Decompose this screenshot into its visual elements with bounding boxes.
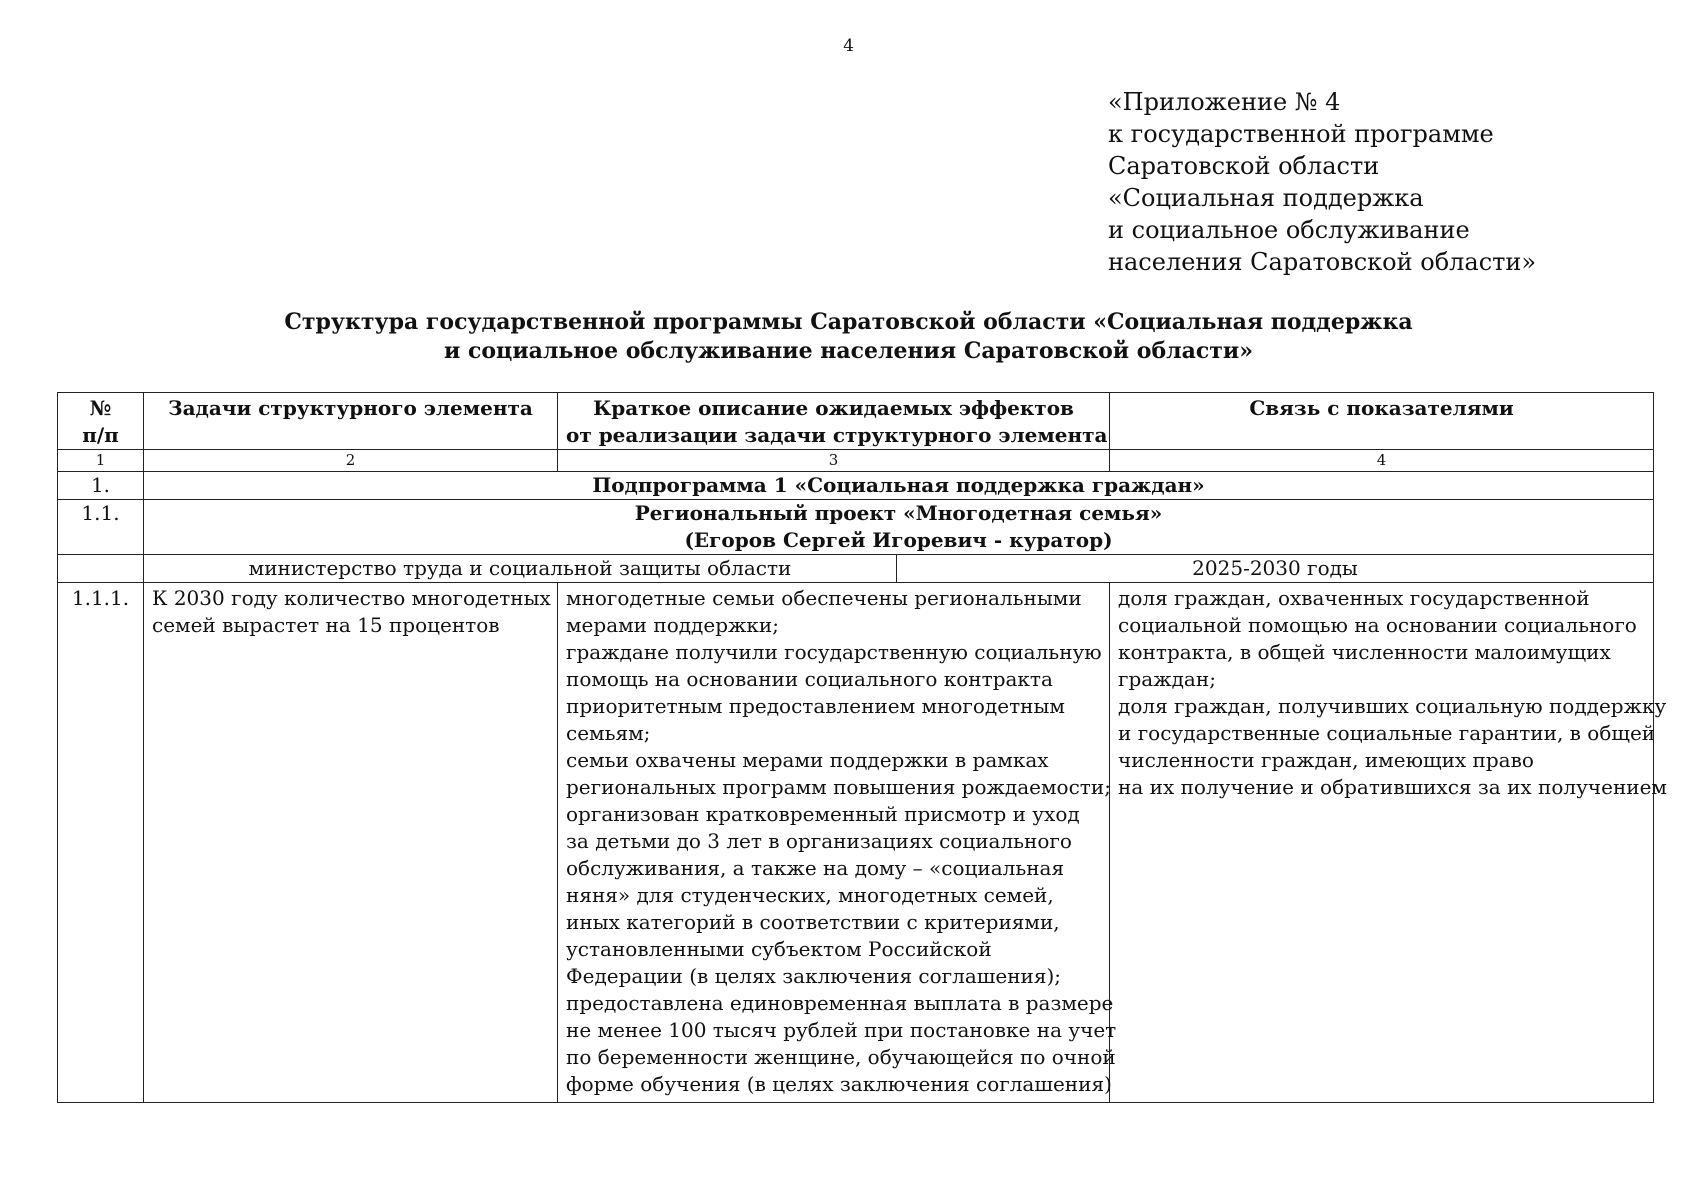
- project-row: [58, 500, 1654, 555]
- column-number: 1: [58, 450, 144, 472]
- appendix-note: [1108, 86, 1668, 278]
- appendix-line: «Социальная поддержка: [1108, 184, 1424, 212]
- appendix-line: «Приложение № 4: [1108, 88, 1341, 116]
- header-link: Связь с показателями: [1110, 393, 1654, 450]
- project-title: [144, 500, 1654, 555]
- effect-line: за детьми до 3 лет в организациях социального: [566, 829, 1072, 853]
- effect-line: приоритетным предоставлением многодетным: [566, 694, 1065, 718]
- effects-description: [558, 583, 1117, 1103]
- effect-line: семьи охвачены мерами поддержки в рамках: [566, 748, 1049, 772]
- effect-line: семьям;: [566, 721, 651, 745]
- implementation-period: 2025-2030 годы: [897, 555, 1654, 583]
- column-number-row: [58, 450, 1654, 472]
- responsible-num: [58, 555, 144, 583]
- header-tasks: Задачи структурного элемента: [144, 393, 558, 450]
- effect-line: няня» для студенческих, многодетных семей,: [566, 883, 1054, 907]
- appendix-line: Саратовской области: [1108, 152, 1380, 180]
- header-num-line: п/п: [82, 423, 119, 447]
- project-num: 1.1.: [58, 500, 144, 555]
- document-title: [0, 308, 1697, 366]
- task-line: семей вырастет на 15 процентов: [152, 613, 500, 637]
- indicator-line: численности граждан, имеющих право: [1118, 748, 1534, 772]
- indicator-line: социальной помощью на основании социального: [1118, 613, 1637, 637]
- effect-line: организован кратковременный присмотр и уход: [566, 802, 1080, 826]
- effect-line: региональных программ повышения рождаемости;: [566, 775, 1111, 799]
- appendix-line: к государственной программе: [1108, 120, 1494, 148]
- effect-line: помощь на основании социального контракта: [566, 667, 1053, 691]
- document-title-line: и социальное обслуживание населения Саратовской области»: [444, 338, 1253, 364]
- indicator-line: контракта, в общей численности малоимущих: [1118, 640, 1611, 664]
- task-row: [58, 583, 1654, 1103]
- effect-line: обслуживания, а также на дому – «социальная: [566, 856, 1065, 880]
- appendix-line: населения Саратовской области»: [1108, 248, 1537, 276]
- column-number: 4: [1110, 450, 1654, 472]
- effect-line: не менее 100 тысяч рублей при постановке на учет: [566, 1018, 1117, 1042]
- effect-line: форме обучения (в целях заключения соглашения): [566, 1072, 1112, 1096]
- indicator-line: и государственные социальные гарантии, в общей: [1118, 721, 1656, 745]
- indicator-line: на их получение и обратившихся за их получением: [1118, 775, 1667, 799]
- project-title-line: Региональный проект «Многодетная семья»: [634, 501, 1163, 525]
- header-effects-line: Краткое описание ожидаемых эффектов: [593, 396, 1074, 420]
- responsible-row: [58, 555, 1654, 583]
- subprogram-num: 1.: [58, 472, 144, 500]
- effect-line: предоставлена единовременная выплата в размере: [566, 991, 1114, 1015]
- document-title-line: Структура государственной программы Саратовской области «Социальная поддержка: [284, 309, 1413, 335]
- subprogram-title: Подпрограмма 1 «Социальная поддержка граждан»: [144, 472, 1654, 500]
- header-effects: [558, 393, 1110, 450]
- responsible-ministry: министерство труда и социальной защиты области: [144, 555, 897, 583]
- table-header-row: [58, 393, 1654, 450]
- header-effects-line: от реализации задачи структурного элемента: [566, 423, 1108, 447]
- effect-line: многодетные семьи обеспечены региональными: [566, 586, 1082, 610]
- task-line: К 2030 году количество многодетных: [152, 586, 551, 610]
- indicator-line: доля граждан, охваченных государственной: [1118, 586, 1590, 610]
- appendix-line: и социальное обслуживание: [1108, 216, 1470, 244]
- header-num-line: №: [89, 396, 112, 420]
- subprogram-row: [58, 472, 1654, 500]
- column-number: 2: [144, 450, 558, 472]
- column-number: 3: [558, 450, 1110, 472]
- project-curator-line: (Егоров Сергей Игоревич - куратор): [684, 528, 1113, 552]
- task-description: [144, 583, 558, 1103]
- structure-table: [57, 392, 1667, 1103]
- effect-line: Федерации (в целях заключения соглашения);: [566, 964, 1062, 988]
- indicator-line: граждан;: [1118, 667, 1216, 691]
- header-num: [58, 393, 144, 450]
- effect-line: граждане получили государственную социальную: [566, 640, 1102, 664]
- page-number: 4: [843, 36, 854, 56]
- indicator-line: доля граждан, получивших социальную поддержку: [1118, 694, 1667, 718]
- effect-line: иных категорий в соответствии с критериями,: [566, 910, 1060, 934]
- effect-line: по беременности женщине, обучающейся по очной: [566, 1045, 1116, 1069]
- effect-line: установленными субъектом Российской: [566, 937, 992, 961]
- indicators-link: [1110, 583, 1667, 1103]
- task-num: 1.1.1.: [58, 583, 144, 1103]
- effect-line: мерами поддержки;: [566, 613, 779, 637]
